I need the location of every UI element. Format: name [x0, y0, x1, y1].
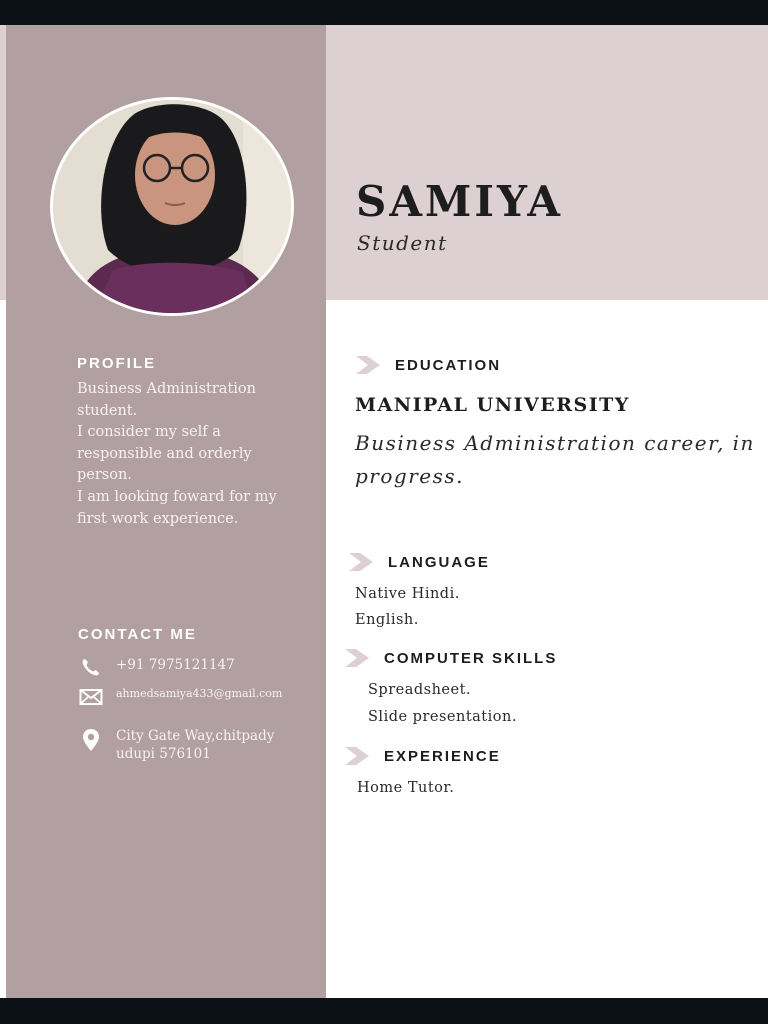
experience-item: Home Tutor. — [357, 780, 455, 796]
phone-icon — [79, 657, 103, 677]
profile-text — [77, 379, 287, 530]
degree-description: Business Administration career, in progress. — [355, 431, 755, 488]
candidate-name: SAMIYA — [356, 177, 563, 226]
location-pin-icon — [79, 728, 103, 748]
university-name: MANIPAL UNIVERSITY — [355, 394, 630, 416]
resume-page — [0, 25, 768, 998]
profile-line: Business Administration student. — [77, 381, 256, 419]
portrait-illustration — [53, 100, 291, 313]
language-list — [355, 581, 460, 633]
computer-skills-heading-row — [344, 648, 557, 668]
header-band — [326, 25, 768, 300]
contact-address-row — [79, 728, 296, 763]
profile-heading: PROFILE — [77, 355, 157, 372]
language-item: English. — [355, 612, 419, 628]
computer-skills-list — [368, 677, 517, 731]
language-heading: LANGUAGE — [388, 553, 490, 571]
mail-icon — [79, 687, 103, 707]
sidebar — [6, 25, 326, 998]
street-address: City Gate Way,chitpady udupi 576101 — [116, 728, 275, 762]
chevron-right-icon — [344, 648, 370, 668]
contact-phone-row — [79, 657, 235, 677]
profile-line: I consider my self a responsible and orderly person. — [77, 424, 252, 484]
education-heading: EDUCATION — [395, 356, 502, 374]
chevron-right-icon — [355, 355, 381, 375]
language-heading-row — [348, 552, 490, 572]
skill-item: Slide presentation. — [368, 709, 517, 725]
email-address[interactable]: ahmedsamiya433@gmail.com — [116, 687, 283, 700]
experience-heading-row — [344, 746, 501, 766]
contact-email-row — [79, 687, 302, 707]
skill-item: Spreadsheet. — [368, 682, 472, 698]
profile-photo — [50, 97, 294, 316]
education-heading-row — [355, 355, 501, 375]
language-item: Native Hindi. — [355, 586, 460, 602]
phone-number[interactable]: +91 7975121147 — [116, 657, 235, 673]
chevron-right-icon — [348, 552, 374, 572]
chevron-right-icon — [344, 746, 370, 766]
computer-skills-heading: COMPUTER SKILLS — [384, 649, 558, 667]
profile-line: I am looking foward for my first work experience. — [77, 488, 277, 527]
contact-heading: CONTACT ME — [78, 626, 197, 643]
candidate-title: Student — [357, 231, 448, 255]
experience-heading: EXPERIENCE — [384, 747, 501, 765]
experience-list — [357, 775, 454, 801]
